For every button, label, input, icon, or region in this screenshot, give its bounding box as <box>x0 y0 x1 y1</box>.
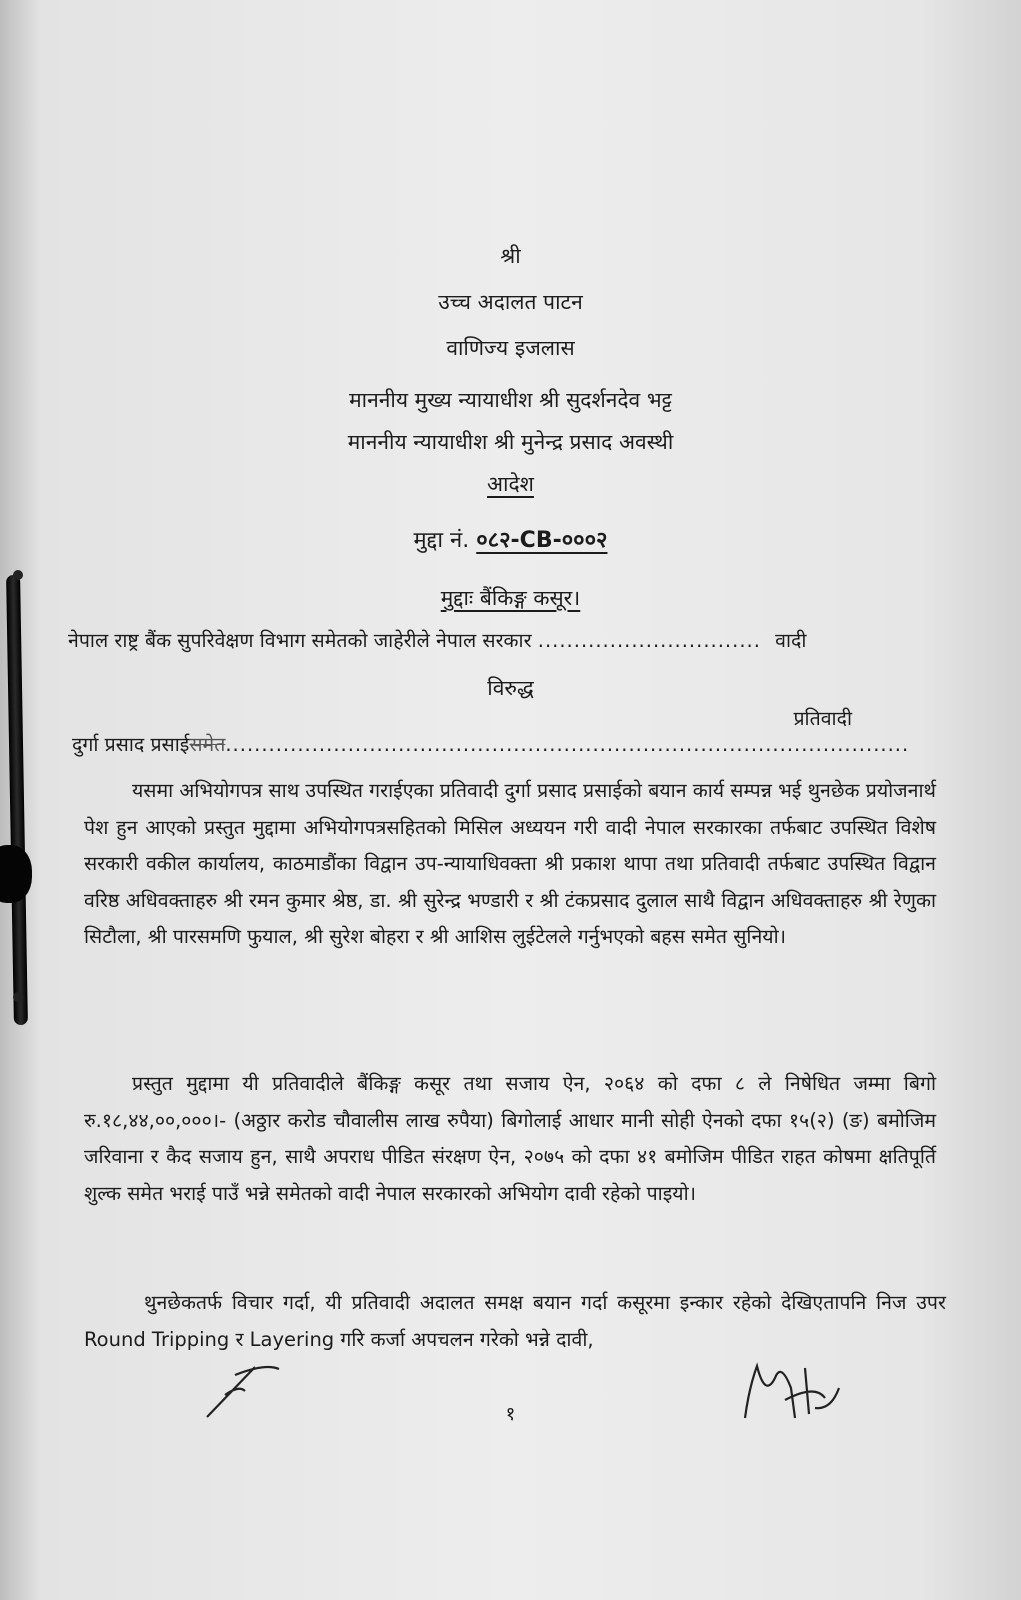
defendant-struck-word: समेत <box>189 733 226 756</box>
defendant-leader-dots: ............................................................................................... <box>225 733 910 756</box>
defendant-name-line <box>72 730 909 757</box>
page-number: १ <box>505 1403 516 1425</box>
plaintiff-line <box>68 626 806 653</box>
chief-judge-name: माननीय मुख्य न्यायाधीश श्री सुदर्शनदेव भट्ट <box>349 388 672 412</box>
defendant-line <box>72 704 852 731</box>
plaintiff-name: नेपाल राष्ट्र बैंक सुपरिवेक्षण विभाग समेतको जाहेरीले नेपाल सरकार <box>68 629 532 652</box>
case-number-label: मुद्दा नं. <box>413 528 470 553</box>
defendant-name: दुर्गा प्रसाद प्रसाई <box>72 733 190 756</box>
bench-name: वाणिज्य इजलास <box>446 336 575 360</box>
plaintiff-role: वादी <box>775 629 807 652</box>
defendant-role: प्रतिवादी <box>793 707 852 730</box>
punch-hole <box>13 992 23 1002</box>
paragraph-charges: प्रस्तुत मुद्दामा यी प्रतिवादीले बैंकिङ्ग कसूर तथा सजाय ऐन, २०६४ को दफा ८ ले निषेधित जम्मा बिगो रु.१८,४४,००,०००।- (अठ्ठार करोड चौवालीस लाख रुपैया) बिगोलाई आधार मानी सोही ऐनको दफा १५(२) (ङ) बमोजिम जरिवाना र कैद सजाय हुन, साथै अपराध पीडित संरक्षण ऐन, २०७५ को दफा ४१ बमोजिम पीडित राहत कोषमा क्षतिपूर्ति शुल्क समेत भराई पाउँ भन्ने समेतको वादी नेपाल सरकारको अभियोग दावी रहेको पाइयो। <box>84 1072 936 1205</box>
header-shri: श्री <box>500 244 521 268</box>
document-type: आदेश <box>487 472 534 496</box>
punch-hole <box>13 570 23 580</box>
paragraph-custody: थुनछेकतर्फ विचार गर्दा, यी प्रतिवादी अदालत समक्ष बयान गर्दा कसूरमा इन्कार रहेको देखिएतापनि निज उपर Round Tripping र Layering गरि कर्जा अपचलन गरेको भन्ने दावी, <box>84 1291 946 1351</box>
plaintiff-leader-dots: ............................... <box>537 629 761 652</box>
case-number: ०८२-CB-०००२ <box>476 528 608 553</box>
court-name: उच्च अदालत पाटन <box>438 290 583 314</box>
case-number-line <box>0 524 1021 554</box>
judge-name: माननीय न्यायाधीश श्री मुनेन्द्र प्रसाद अवस्थी <box>347 430 674 454</box>
case-subject: मुद्दाः बैंकिङ्ग कसूर। <box>440 586 581 610</box>
versus-label: विरुद्ध <box>487 676 534 700</box>
binding-thread <box>6 575 28 1025</box>
binding-knot <box>0 845 32 903</box>
paragraph-hearing: यसमा अभियोगपत्र साथ उपस्थित गराईएका प्रतिवादी दुर्गा प्रसाद प्रसाईको बयान कार्य सम्पन्न भई थुनछेक प्रयोजनार्थ पेश हुन आएको प्रस्तुत मुद्दामा अभियोगपत्रसहितको मिसिल अध्ययन गरी वादी नेपाल सरकारका तर्फबाट उपस्थित विशेष सरकारी वकील कार्यालय, काठमाडौंका विद्वान उप-न्यायाधिवक्ता श्री प्रकाश थापा तथा प्रतिवादी तर्फबाट उपस्थित विद्वान वरिष्ठ अधिवक्ताहरु श्री रमन कुमार श्रेष्ठ, डा. श्री सुरेन्द्र भण्डारी र श्री टंकप्रसाद दुलाल साथै विद्वान अधिवक्ताहरु श्री रेणुका सिटौला, श्री पारसमणि फुयाल, श्री सुरेश बोहरा र श्री आशिस लुईटेलले गर्नुभएको बहस समेत सुनियो। <box>84 779 936 948</box>
